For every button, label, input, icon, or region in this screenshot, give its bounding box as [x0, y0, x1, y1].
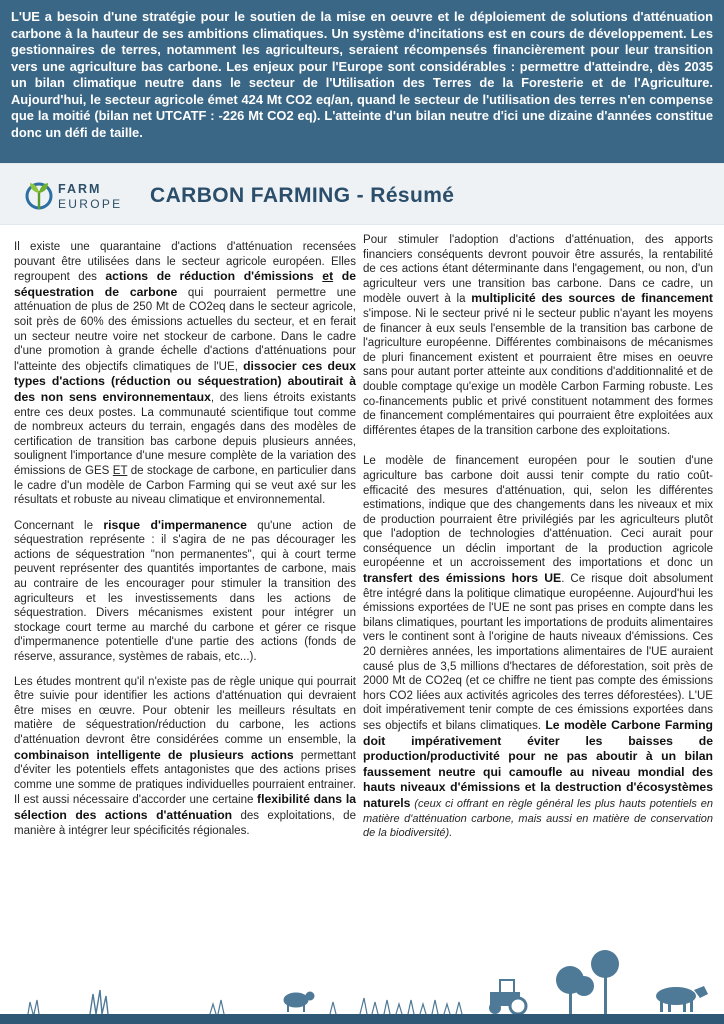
logo-text-farm: FARM [58, 182, 102, 196]
sprout-globe-icon [24, 179, 54, 211]
paragraph-impermanence: Concernant le risque d'impermanence qu'une action de séquestration représente : il s'agira de ne pas décourager les actions de séquestration "non permanentes", qui à court terme peuvent représenter des quantités importantes de carbone, mais au contraire de les encourager pour stimuler la transition des agriculteurs et les investissements dans les actions de séquestration. Divers mécanismes existent pour intégrer un stockage court terme au marché du carbone et gérer ce risque d'impermanence potentielle d'une partie des actions (fonds de réserve, assurance, systèmes de rabais, etc...). [14, 517, 356, 664]
footer-bar [0, 1014, 724, 1024]
intro-text: L'UE a besoin d'une stratégie pour le soutien de la mise en oeuvre et le déploiement de solutions d'atténuation carbone à la hauteur de ses ambitions climatiques. Un système d'incitations est en cours de développement. Les gestionnaires de terres, notamment les agriculteurs, seraient récompensés financièrement pour leur transition vers une agriculture bas carbone. Les enjeux pour l'Europe sont considérables : permettre d'atteindre, dès 2035 un bilan climatique neutre dans le secteur de l'Utilisation des Terres de la Foresterie et de l'Agriculture. Aujourd'hui, le secteur agricole émet 424 Mt CO2 eq/an, quand le secteur de l'utilisation des terres n'en compense que la moitié (bilan net UTCATF : -226 Mt CO2 eq). L'atteinte d'un bilan neutre d'ici une dizaine d'années constitue donc un défi de taille. [11, 9, 713, 140]
paragraph-combination: Les études montrent qu'il n'existe pas de règle unique qui pourrait être suivie pour identifier les actions d'atténuation qui devraient être mises en œuvre. Pour obtenir les meilleurs résultats en matière de séquestration/réduction du carbone, les actions d'atténuation devront être considérées comme un ensemble, la combinaison intelligente de plusieurs actions permettant d'éviter les potentiels effets antagonistes que des actions prises comme une somme de pratiques individuelles pourraient entrainer. Il est aussi nécessaire d'accorder une certaine flexibilité dans la sélection des actions d'atténuation des exploitations, de manière à intégrer leur spécificités régionales. [14, 675, 357, 837]
left-column [14, 240, 356, 838]
farm-europe-logo[interactable] [24, 178, 134, 214]
paragraph-financing: Pour stimuler l'adoption d'actions d'atténuation, des apports financiers conséquents devront pouvoir être assurés, la rentabilité de ces actions étant déterminante dans l'engagement, ou non, d'un agriculteur vers une transition bas carbone. Dans ce cadre, un modèle ouvert à la multiplicité des sources de financement s'impose. Ni le secteur privé ni le secteur public n'ayant les moyens de financer à eux seuls l'ensemble de la transition bas carbone de l'agriculture européenne. Différentes combinaisons de mécanismes de pluri financement existent et pourraient être mises en oeuvre sans pour autant porter atteinte aux conditions d'additionnalité et de double comptage qu'exige un modèle Carbon Farming robuste. Les co-financements public et privé constituent notamment des formes de financement complémentaires qui pourraient être exploitées aux différentes étapes de la transition carbone des exploitations. [363, 234, 713, 437]
paragraph-emission-transfer: Le modèle de financement européen pour le soutien d'une agriculture bas carbone doit aussi tenir compte du ratio coût-efficacité des mesures d'atténuation, qui, selon les différentes estimations, indique que des changements dans les niveaux et mix de production pourraient être privilégiés par les agriculteurs plutôt que l'adoption de technologies d'atténuation. Ceci aurait pour conséquence un déclin important de la production agricole européenne et un accroissement des importations et donc un transfert des émissions hors UE. Ce risque doit absolument être intégré dans la politique climatique européenne. Aujourd'hui les émissions exportées de l'UE ne sont pas prises en compte dans les bilans climatiques, pourtant les importations de produits alimentaires vers le continent sont à l'origine de hauts niveaux d'émissions. Ces 20 dernières années, les importations alimentaires de l'UE auraient causé plus de 3,5 millions d'hectares de déforestation, soit près de 2000 Mt de CO2eq (et ce chiffre ne tient pas compte des émissions hors CO2 liées aux activités agricoles des terres déforestées). L'UE doit impérativement tenir compte de ces émissions exportées dans ses objectifs et bilans climatiques. Le modèle Carbone Farming doit impérativement éviter les baisses de production/productivité pour ne pas aboutir à un bilan faussement neutre qui camoufle au niveau mondial des hauts niveaux d'émissions et la destruction d'écosystèmes naturels (ceux ci offrant en règle général les plus hauts potentiels en matière d'atténuation carbone, mais aussi en matière de conservation de la biodiversité). [363, 455, 714, 840]
title-band [0, 163, 724, 225]
right-column [363, 233, 713, 841]
paragraph-mitigation-actions: Il existe une quarantaine d'actions d'atténuation recensées pouvant être utilisées dans le secteur agricole européen. Elles regroupent des actions de réduction d'émissions et de séquestration de carbone qui pourraient permettre une atténuation de plus de 250 Mt de CO2eq dans le secteur agricole, soit près de 60% des émissions actuelles du secteur, et en ferait un secteur neutre voire net stockeur de carbone. Dans le cadre d'une promotion à grande échelle d'actions d'atténuations pour l'atteinte des objectifs climatiques de l'UE, dissocier ces deux types d'actions (réduction ou séquestration) aboutirait à des non sens environnementaux, des liens étroits existants entre ces deux postes. La communauté scientifique tout comme de nombreux acteurs du terrain, engagés dans des modèles de certification de transition bas carbone depuis plusieurs années, soulignent l'importance d'une mesure complète de la variation des émissions de GES ET de stockage de carbone, en particulier dans le cadre d'un modèle de Carbon Farming qui se veut axé sur les résultats et robuste au niveau climatique et environnemental. [14, 241, 357, 507]
footer-illustration [0, 950, 724, 1024]
logo-text-europe: EUROPE [58, 197, 123, 211]
page-title: CARBON FARMING - Résumé [150, 184, 455, 207]
intro-banner [0, 0, 724, 163]
farm-silhouette-icon [0, 950, 724, 1014]
